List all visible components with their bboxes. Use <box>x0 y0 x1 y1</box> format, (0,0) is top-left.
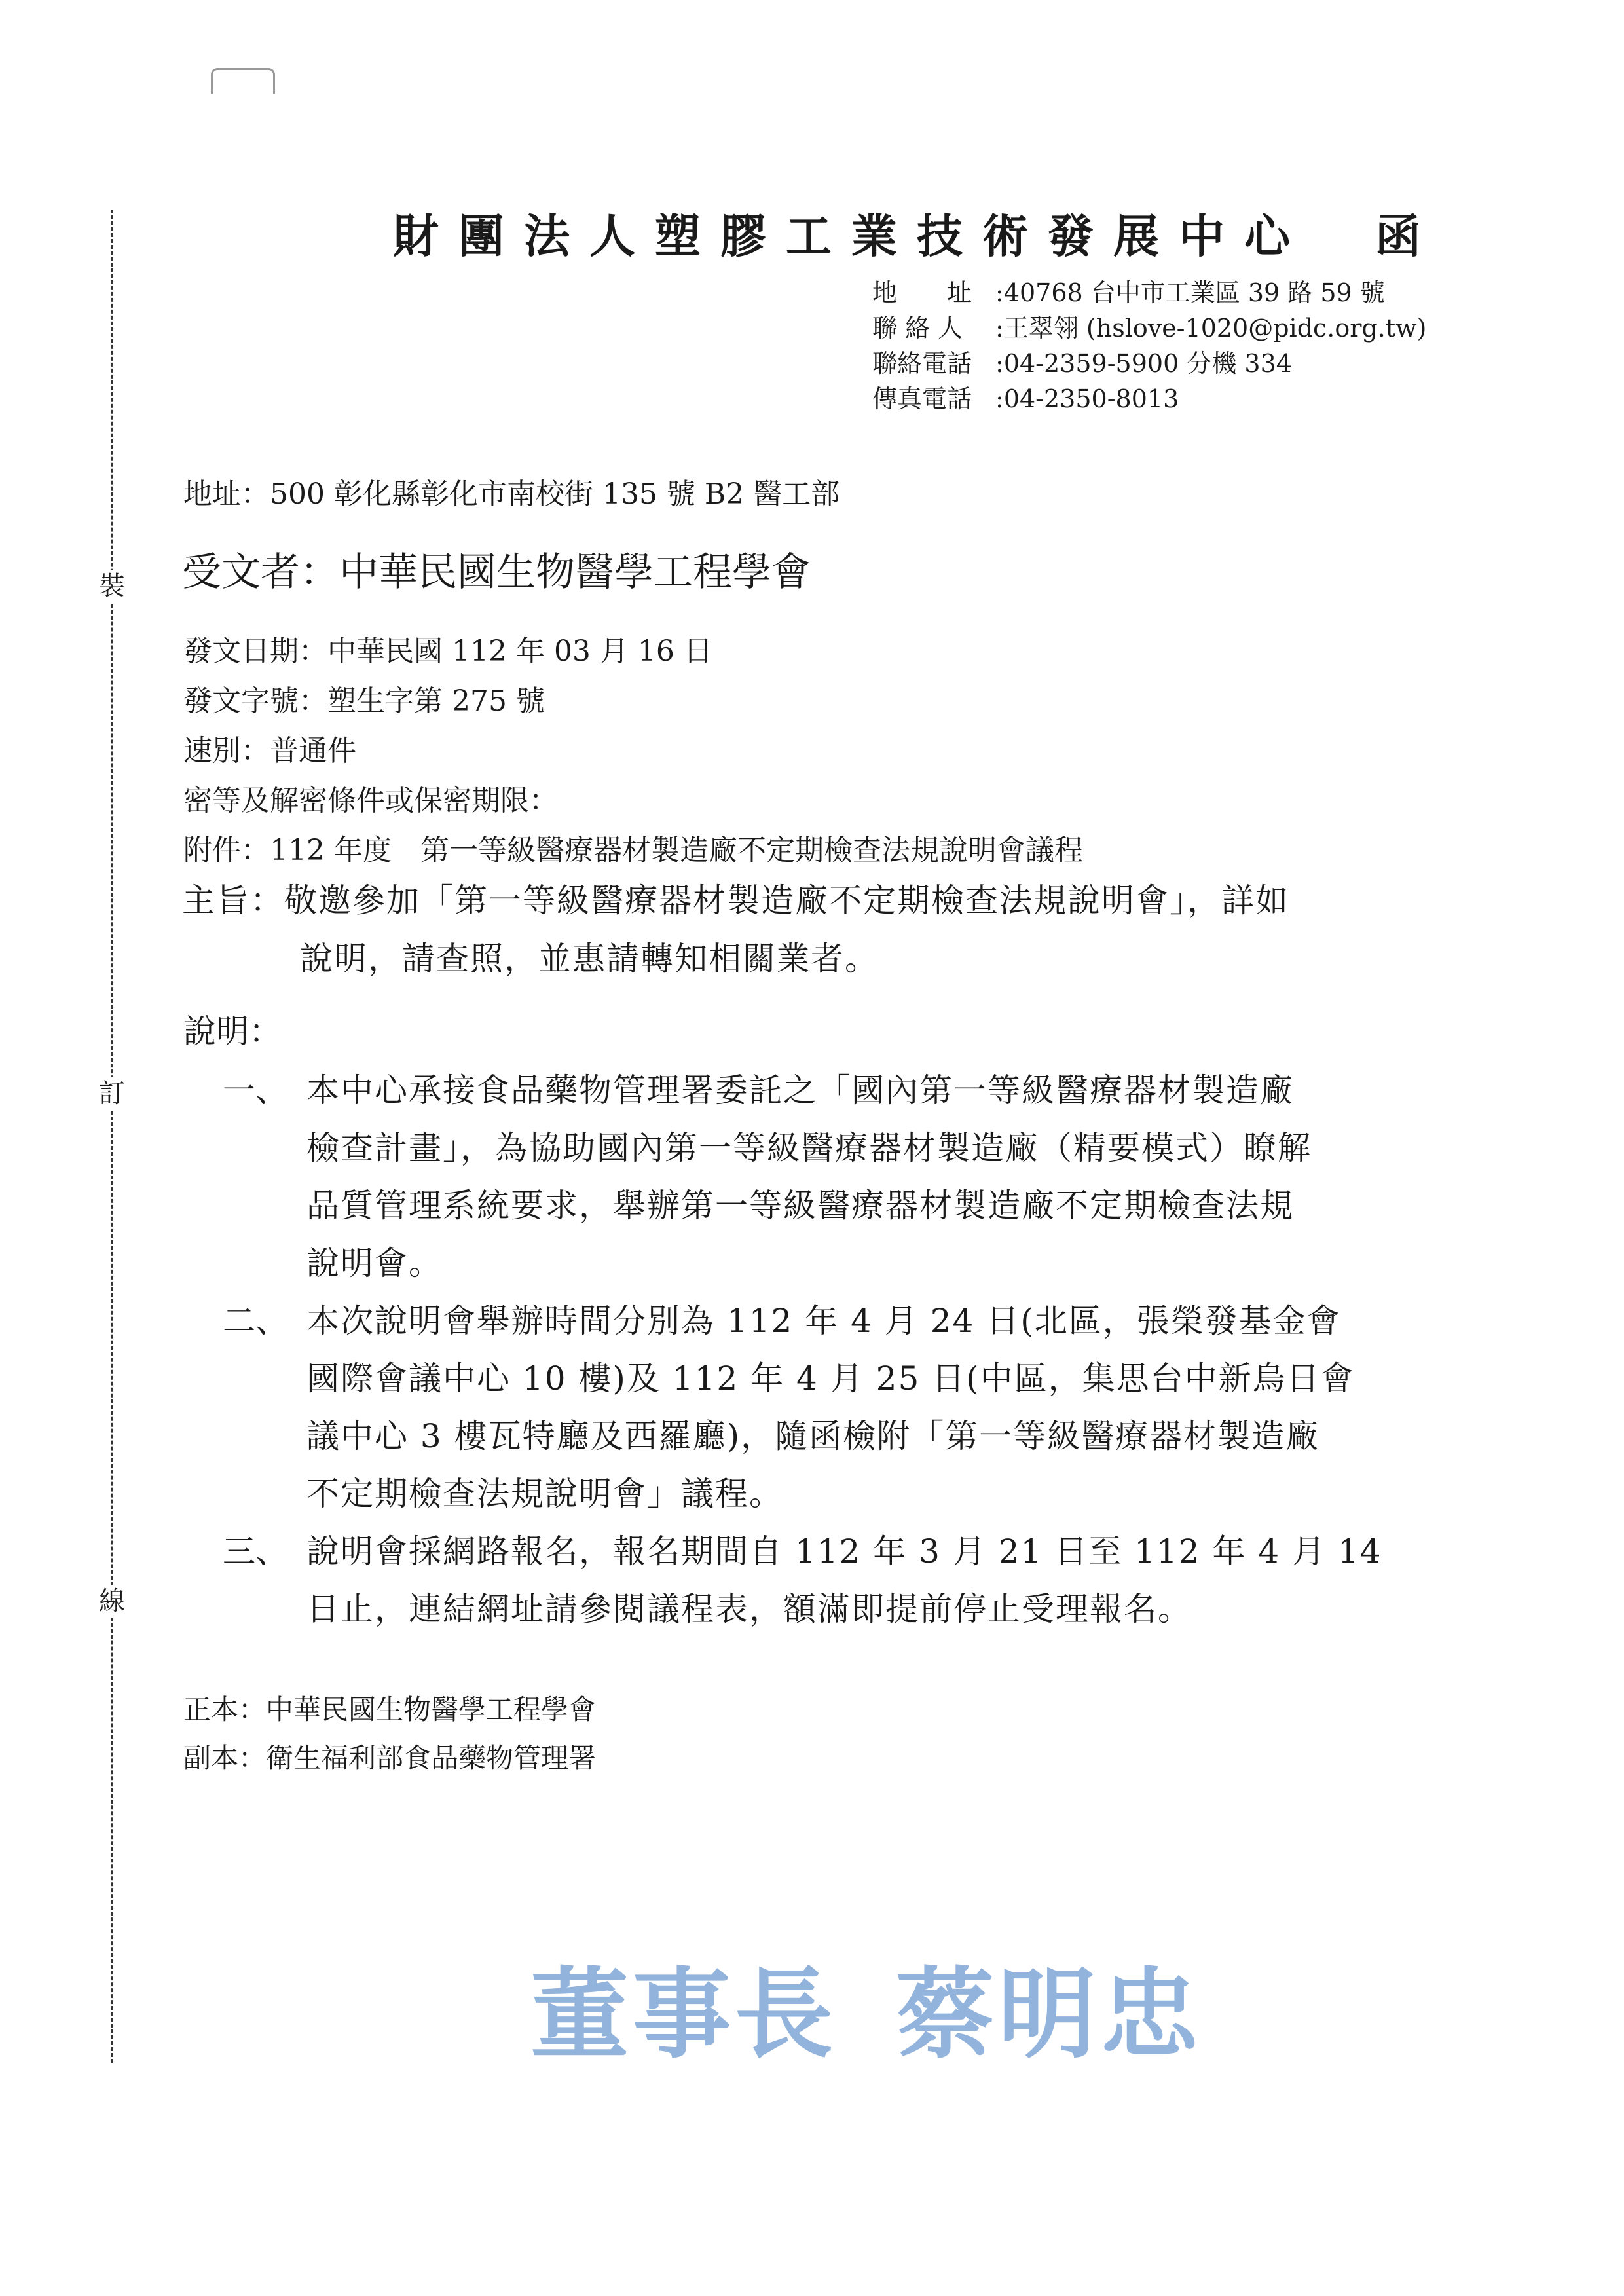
item-line: 國際會議中心 10 樓)及 112 年 4 月 25 日(中區，集思台中新烏日會 <box>306 1360 1355 1398</box>
contact-value: 王翠翎 (hslove-1020@pidc.org.tw) <box>1003 314 1427 343</box>
item-line: 說明會採網路報名，報名期間自 112 年 3 月 21 日至 112 年 4 月 14 <box>306 1532 1382 1570</box>
confidentiality: 密等及解密條件或保密期限： <box>183 784 558 817</box>
contact-value: 40768 台中市工業區 39 路 59 號 <box>1003 278 1385 307</box>
contact-key: 聯 絡 人 <box>872 314 963 343</box>
item-number: 一、 <box>223 1071 288 1109</box>
contact-person: 聯 絡 人 :王翠翎 (hslove-1020@pidc.org.tw) <box>872 308 1426 344</box>
recipient-address: 地址：500 彰化縣彰化市南校街 135 號 B2 醫工部 <box>183 477 840 511</box>
copy-recipient: 副本：衛生福利部食品藥物管理署 <box>183 1742 597 1774</box>
chairman-signature-stamp <box>530 1935 1202 2077</box>
attachment: 附件：112 年度 第一等級醫療器材製造廠不定期檢查法規說明會議程 <box>183 834 1083 867</box>
item-line: 本中心承接食品藥物管理署委託之「國內第一等級醫療器材製造廠 <box>306 1071 1294 1109</box>
binding-line <box>111 210 113 2063</box>
binding-mark-ding: 訂 <box>96 1077 128 1110</box>
item-line: 不定期檢查法規說明會」議程。 <box>306 1475 783 1513</box>
contact-key: 傳真電話 <box>872 384 972 413</box>
binding-mark-xian: 線 <box>96 1585 128 1618</box>
contact-value: 04-2359-5900 分機 334 <box>1003 349 1292 378</box>
signature-title: 董事長 <box>530 1957 838 2072</box>
contact-key: 地 址 <box>872 278 972 307</box>
item-line: 本次說明會舉辦時間分別為 112 年 4 月 24 日(北區，張榮發基金會 <box>306 1302 1341 1340</box>
item-line: 檢查計畫」，為協助國內第一等級醫療器材製造廠（精要模式）瞭解 <box>306 1129 1312 1167</box>
item-line: 議中心 3 樓瓦特廳及西羅廳)，隨函檢附「第一等級醫療器材製造廠 <box>306 1417 1320 1455</box>
signature-name: 蔡明忠 <box>896 1957 1203 2072</box>
document-title: 財團法人塑膠工業技術發展中心 函 <box>393 209 1441 263</box>
item-line: 說明會。 <box>306 1244 443 1282</box>
contact-phone: 聯絡電話 :04-2359-5900 分機 334 <box>872 343 1292 379</box>
contact-fax: 傳真電話 :04-2350-8013 <box>872 379 1179 415</box>
issue-date: 發文日期：中華民國 112 年 03 月 16 日 <box>183 635 712 668</box>
item-number: 三、 <box>223 1532 288 1570</box>
contact-value: 04-2350-8013 <box>1003 384 1179 413</box>
punch-hole-mark <box>211 68 275 94</box>
item-line: 品質管理系統要求，舉辦第一等級醫療器材製造廠不定期檢查法規 <box>306 1187 1294 1225</box>
contact-key: 聯絡電話 <box>872 349 972 378</box>
subject-line: 主旨：敬邀參加「第一等級醫療器材製造廠不定期檢查法規說明會」，詳如 <box>182 881 1289 919</box>
delivery-speed: 速別：普通件 <box>183 734 356 768</box>
binding-mark-zhuang: 裝 <box>96 570 128 602</box>
document-number: 發文字號：塑生字第 275 號 <box>183 684 545 718</box>
recipient: 受文者：中華民國生物醫學工程學會 <box>182 549 811 595</box>
contact-address: 地 址 :40768 台中市工業區 39 路 59 號 <box>872 272 1385 308</box>
subject-line: 說明，請查照，並惠請轉知相關業者。 <box>300 940 879 978</box>
item-line: 日止，連結網址請參閱議程表，額滿即提前停止受理報名。 <box>306 1590 1192 1628</box>
item-number: 二、 <box>223 1302 288 1340</box>
description-heading: 說明： <box>183 1012 282 1050</box>
main-recipient: 正本：中華民國生物醫學工程學會 <box>183 1694 597 1726</box>
